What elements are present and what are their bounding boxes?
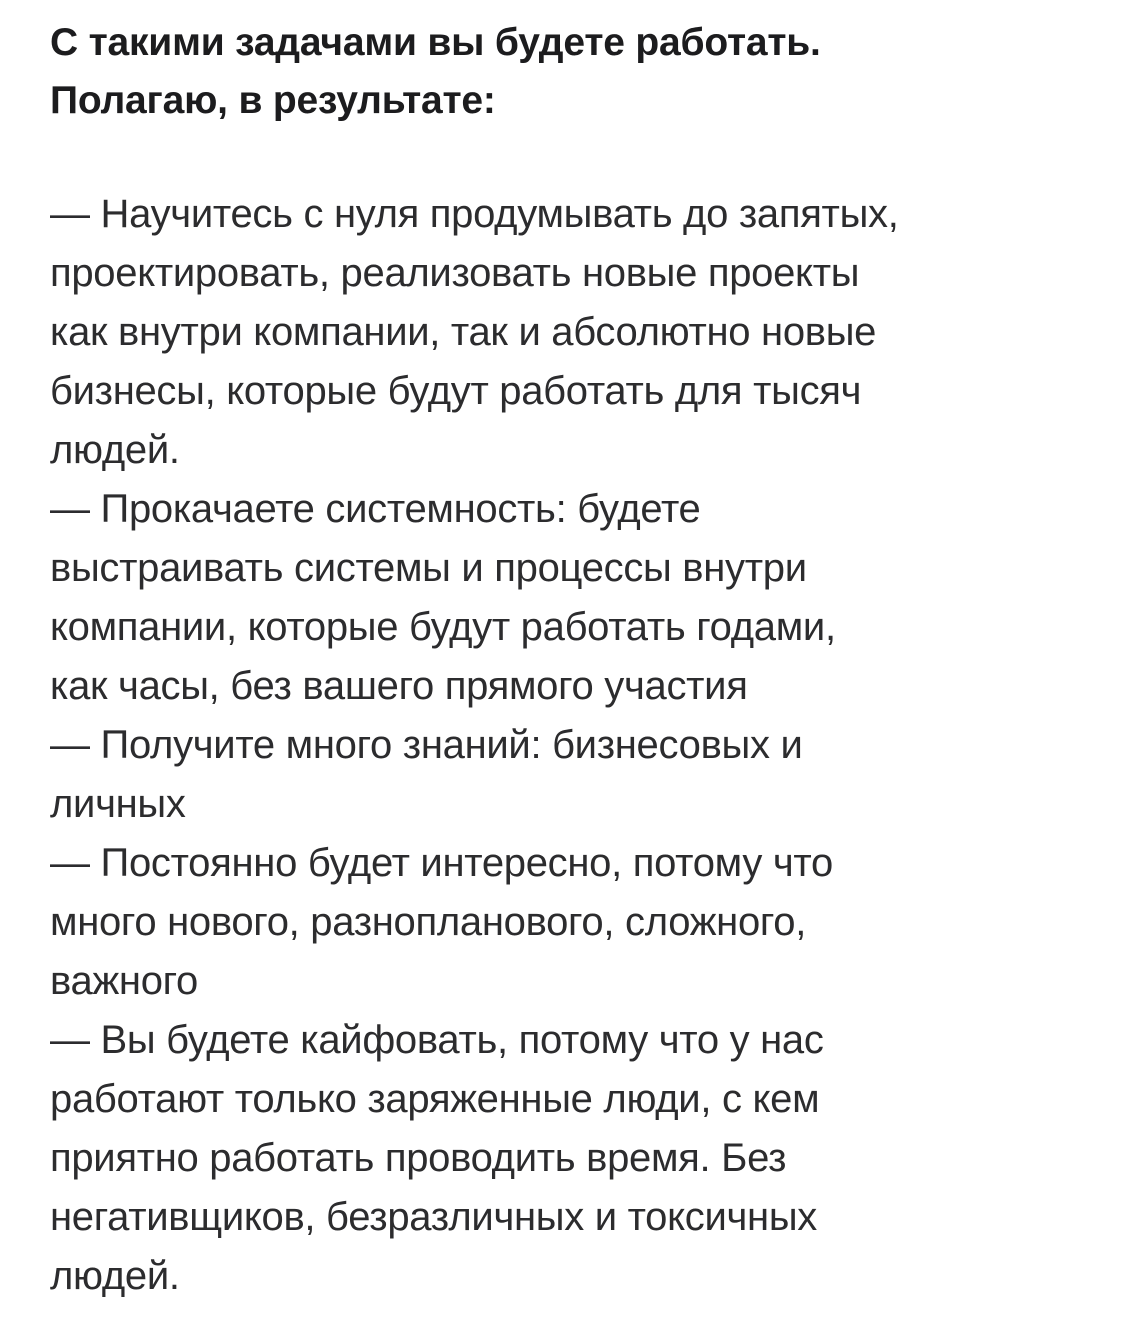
body-line: много нового, разнопланового, сложного, — [50, 900, 807, 944]
body-line: негативщиков, безразличных и токсичных — [50, 1195, 817, 1239]
heading — [50, 14, 1090, 130]
body-line: личных — [50, 782, 186, 826]
body-line: как внутри компании, так и абсолютно новые — [50, 310, 877, 354]
body-line: работают только заряженные люди, с кем — [50, 1077, 820, 1121]
heading-line: С такими задачами вы будете работать. — [50, 21, 821, 64]
body-line: людей. — [50, 1254, 180, 1298]
body-line: — Научитесь с нуля продумывать до запятых, — [50, 192, 899, 236]
body-line: — Постоянно будет интересно, потому что — [50, 841, 833, 885]
body-line: важного — [50, 959, 198, 1003]
body-line: проектировать, реализовать новые проекты — [50, 251, 860, 295]
document — [50, 14, 1090, 1306]
heading-line: Полагаю, в результате: — [50, 79, 496, 122]
body-line: — Получите много знаний: бизнесовых и — [50, 723, 803, 767]
body-line: — Прокачаете системность: будете — [50, 487, 701, 531]
body-line: как часы, без вашего прямого участия — [50, 664, 748, 708]
body-line: — Вы будете кайфовать, потому что у нас — [50, 1018, 824, 1062]
body-line: компании, которые будут работать годами, — [50, 605, 836, 649]
body-line: приятно работать проводить время. Без — [50, 1136, 787, 1180]
body-line: бизнесы, которые будут работать для тысяч — [50, 369, 862, 413]
body-line: людей. — [50, 428, 180, 472]
body-line: выстраивать системы и процессы внутри — [50, 546, 807, 590]
body-text — [50, 185, 1090, 1306]
